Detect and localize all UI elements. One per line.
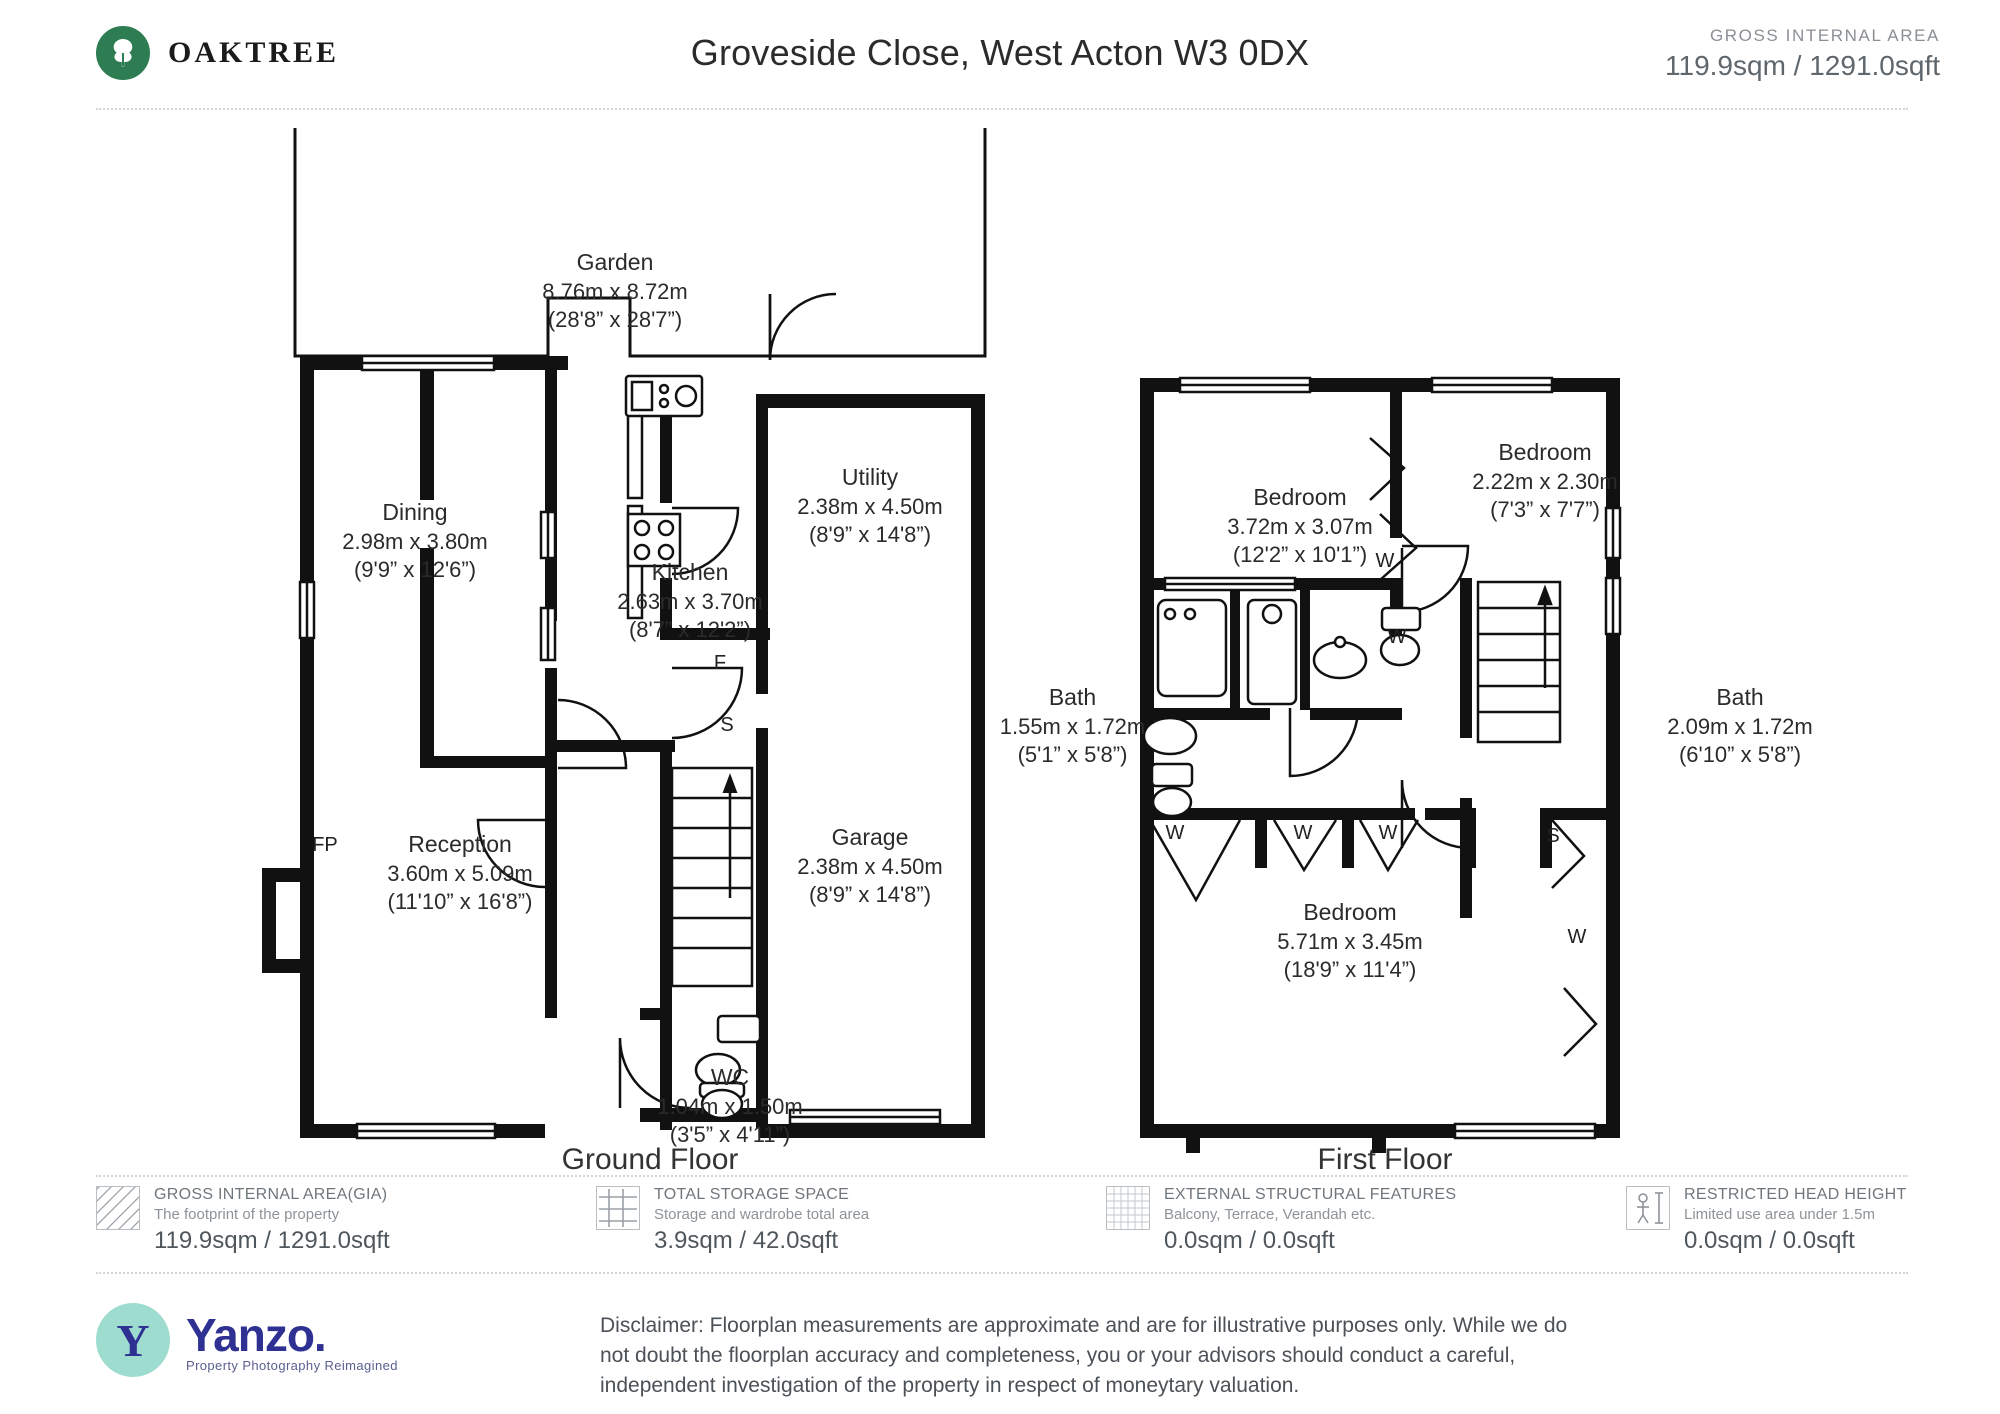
- page-title: Groveside Close, West Acton W3 0DX: [690, 32, 1310, 73]
- page-footer: [0, 1285, 2000, 1414]
- legend-subtitle: Storage and wardrobe total area: [654, 1206, 870, 1223]
- legend-subtitle: Limited use area under 1.5m: [1684, 1206, 1875, 1223]
- legend-value: 0.0sqm / 0.0sqft: [1684, 1227, 1855, 1254]
- tag-wardrobe-2: W: [1387, 626, 1407, 648]
- tag-wardrobe-6: W: [1567, 926, 1587, 948]
- disclaimer-text: Disclaimer: Floorplan measurements are approximate and are for illustrative purposes only. While we do not doubt the floorplan accuracy and completeness, you or your advisors should conduct a careful, independent investigation of the property in respect of moneytary valuation.: [600, 1314, 1568, 1397]
- legend-item-storage: [596, 1186, 869, 1255]
- yanzo-logo: [96, 1303, 398, 1377]
- divider-middle: [96, 1175, 1908, 1177]
- legend-value: 119.9sqm / 1291.0sqft: [154, 1227, 390, 1254]
- legend-title: TOTAL STORAGE SPACE: [654, 1186, 850, 1203]
- room-wc: WC 1.04m x 1.50m (3'5” x 4'11”): [657, 1064, 803, 1148]
- legend-title: EXTERNAL STRUCTURAL FEATURES: [1164, 1186, 1457, 1203]
- room-reception: Reception 3.60m x 5.09m (11'10” x 16'8”): [387, 831, 533, 915]
- gia-label: GROSS INTERNAL AREA: [1709, 26, 1940, 45]
- tag-wardrobe-1: W: [1375, 550, 1395, 572]
- room-bedroom-2: Bedroom 2.22m x 2.30m (7'3” x 7'7”): [1472, 439, 1618, 523]
- tag-storage-first: S: [1546, 825, 1560, 847]
- floorplan-drawing: [0, 108, 2000, 1176]
- room-utility: Utility 2.38m x 4.50m (8'9” x 14'8”): [797, 464, 943, 548]
- floorplan-svg: [0, 108, 2000, 1153]
- legend-title: RESTRICTED HEAD HEIGHT: [1684, 1186, 1907, 1203]
- yanzo-tagline: Property Photography Reimagined: [186, 1357, 398, 1373]
- gross-internal-area: [1665, 26, 1940, 82]
- room-bedroom-3: Bedroom 5.71m x 3.45m (18'9” x 11'4”): [1277, 899, 1423, 983]
- tag-storage-ground: S: [720, 714, 734, 736]
- legend-value: 0.0sqm / 0.0sqft: [1164, 1227, 1335, 1254]
- divider-bottom: [96, 1272, 1908, 1274]
- legend-item-external: [1106, 1186, 1456, 1255]
- grid-swatch: [1106, 1186, 1150, 1230]
- room-bedroom-1: Bedroom 3.72m x 3.07m (12'2” x 10'1”): [1227, 484, 1373, 568]
- gia-value: 119.9sqm / 1291.0sqft: [1665, 50, 1940, 81]
- yanzo-brand: Yanzo.: [186, 1308, 326, 1361]
- legend: [96, 1186, 1908, 1266]
- legend-item-head-height: [1626, 1186, 1907, 1255]
- tag-fridge: F: [713, 652, 727, 674]
- room-bath-ground: Bath 1.55m x 1.72m (5'1” x 5'8”): [999, 684, 1146, 768]
- legend-value: 3.9sqm / 42.0sqft: [654, 1227, 839, 1254]
- tag-wardrobe-5: W: [1378, 822, 1398, 844]
- room-dining: Dining 2.98m x 3.80m (9'9” x 12'6”): [342, 499, 488, 583]
- hatch-diagonal-swatch: [96, 1186, 140, 1230]
- room-bath-first: Bath 2.09m x 1.72m (6'10” x 5'8”): [1667, 684, 1813, 768]
- brand-name: OAKTREE: [168, 36, 340, 69]
- room-kitchen: Kitchen 2.63m x 3.70m (8'7” x 12'2”): [617, 559, 763, 643]
- room-garage: Garage 2.38m x 4.50m (8'9” x 14'8”): [797, 824, 943, 908]
- tag-wardrobe-4: W: [1293, 822, 1313, 844]
- legend-subtitle: Balcony, Terrace, Verandah etc.: [1164, 1206, 1376, 1223]
- hatch-storage-swatch: [596, 1186, 640, 1230]
- legend-item-gia: [96, 1186, 390, 1255]
- legend-title: GROSS INTERNAL AREA(GIA): [154, 1186, 388, 1203]
- tag-wardrobe-3: W: [1165, 822, 1185, 844]
- room-garden: Garden 8.76m x 8.72m (28'8” x 28'7”): [542, 249, 688, 333]
- legend-subtitle: The footprint of the property: [154, 1206, 340, 1223]
- floor-label-ground: Ground Floor: [561, 1143, 739, 1176]
- page-header: [0, 0, 2000, 108]
- tag-fireplace: FP: [312, 834, 338, 856]
- floor-label-first: First Floor: [1317, 1143, 1453, 1176]
- yanzo-y-icon: Y: [96, 1303, 170, 1377]
- person-height-swatch: [1626, 1186, 1670, 1230]
